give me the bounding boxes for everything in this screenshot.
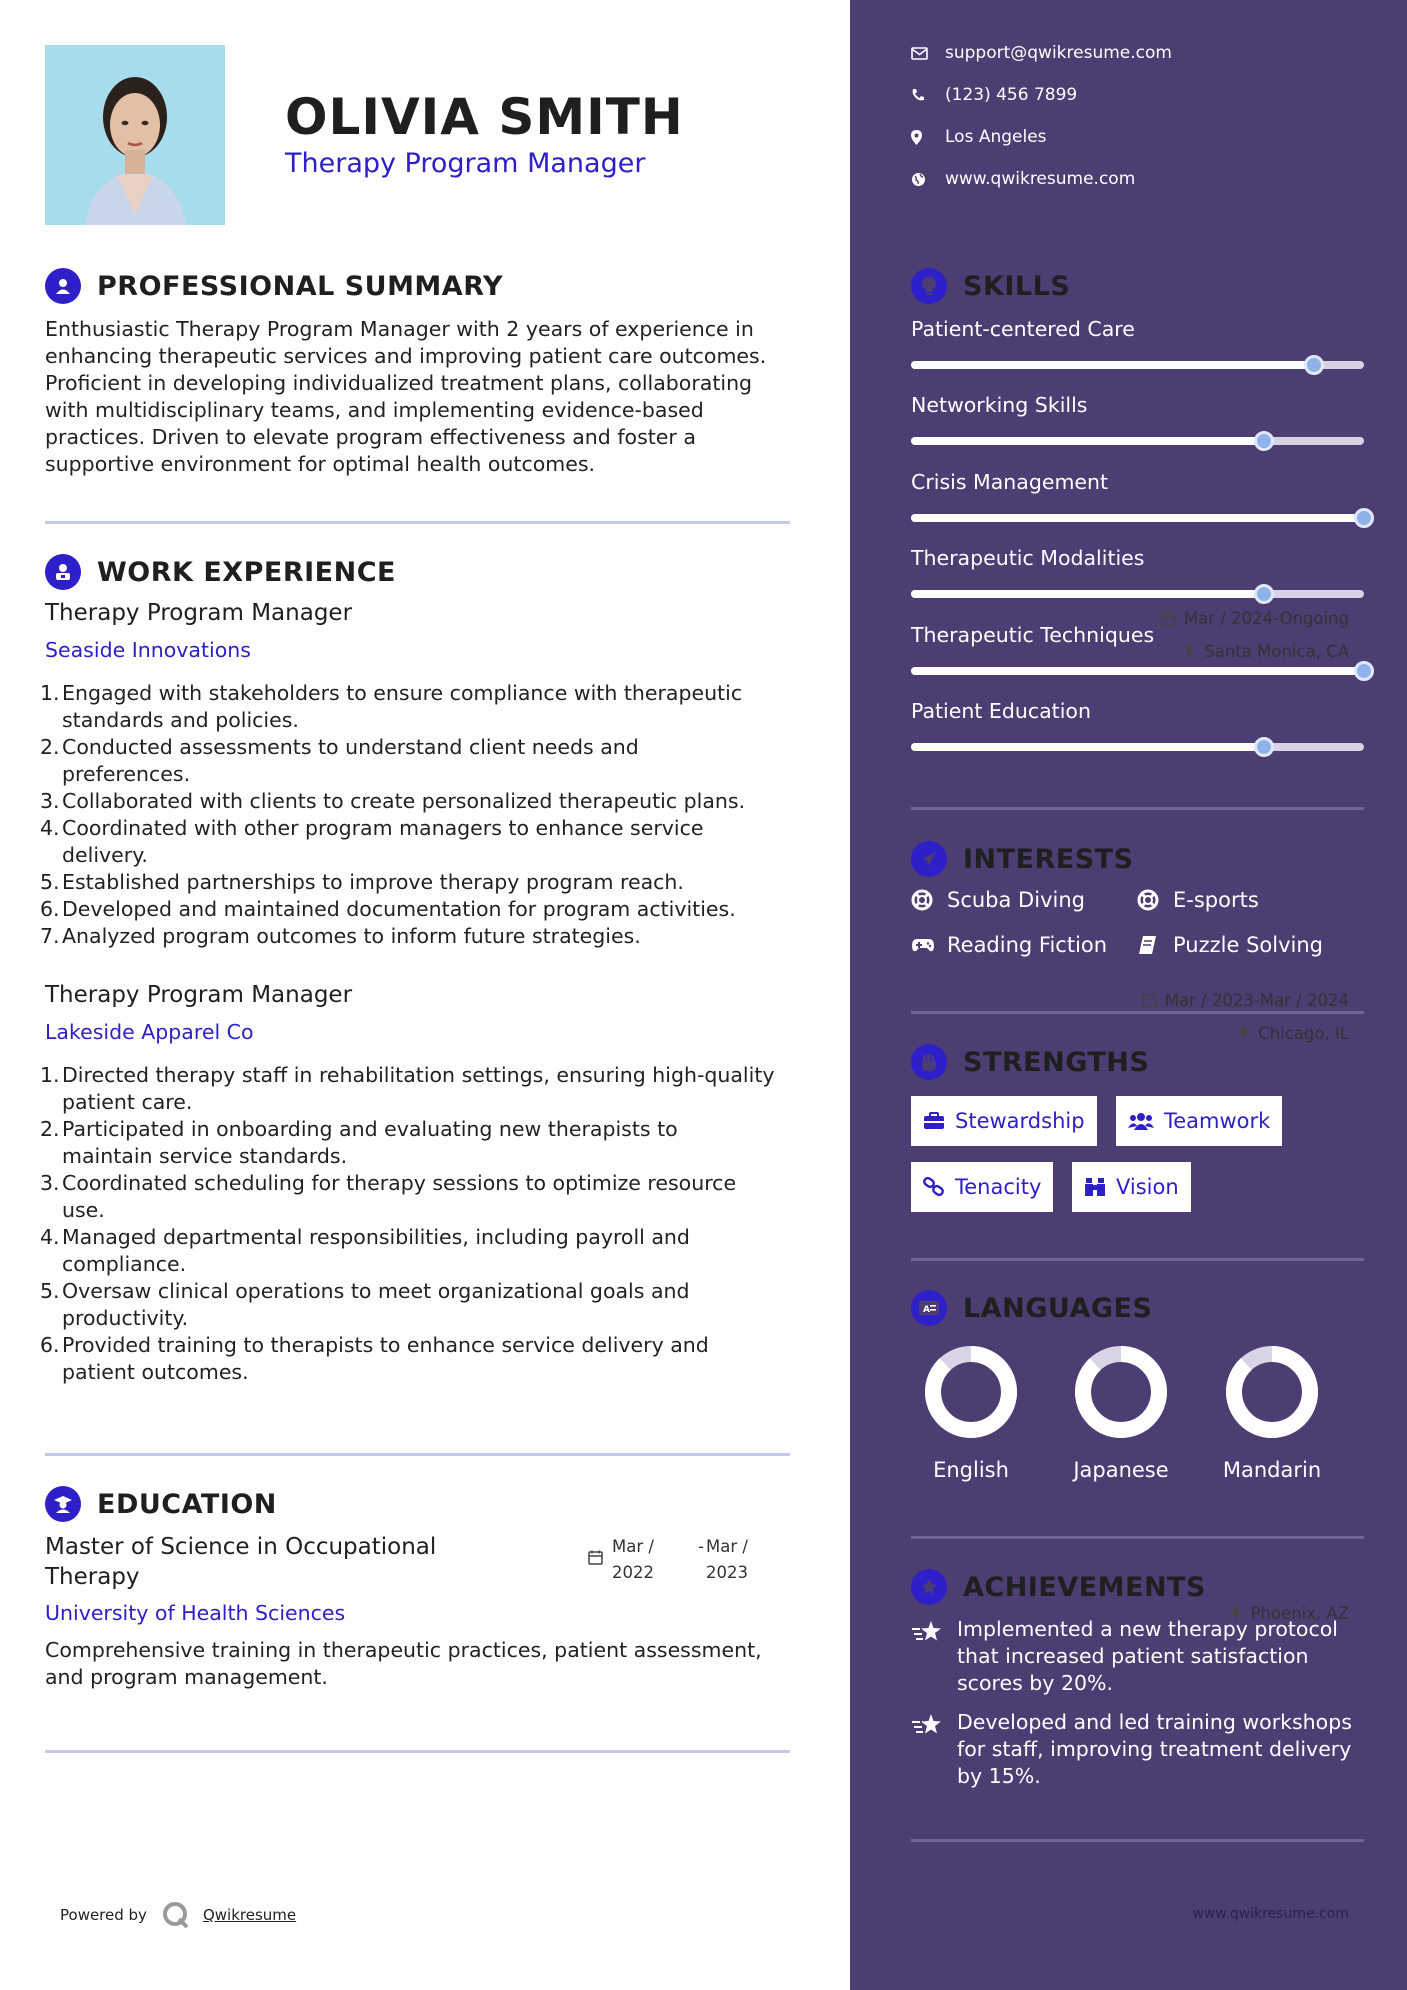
job-location-text: Santa Monica, CA: [1204, 642, 1349, 661]
strength-label: Vision: [1116, 1175, 1179, 1199]
language-ring: [1073, 1344, 1169, 1440]
job-date: [1161, 609, 1349, 628]
company-name: Lakeside Apparel Co: [45, 1020, 254, 1044]
phone-icon: [911, 88, 925, 102]
list-item: 5. Oversaw clinical operations to meet organizational goals and productivity.: [40, 1279, 690, 1330]
skill-label: Networking Skills: [911, 393, 1088, 418]
skill-bar-fill: [911, 437, 1264, 445]
qwikresume-logo-icon: [161, 1900, 191, 1930]
lifebuoy-icon: [1137, 889, 1159, 911]
summary-line: with multidisciplinary teams, and implementing evidence-based: [45, 398, 704, 422]
summary-title: PROFESSIONAL SUMMARY: [97, 270, 504, 302]
section-divider: [911, 807, 1364, 810]
gamepad-icon: [911, 937, 935, 953]
contact-website: [911, 169, 1135, 189]
skill-label: Therapeutic Modalities: [911, 546, 1145, 571]
achievement-item: Implemented a new therapy protocol that increased patient satisfaction scores by 20%.: [911, 1616, 1371, 1697]
users-icon: [1128, 1112, 1154, 1130]
job-date-text: Mar / 2023-Mar / 2024: [1164, 991, 1349, 1010]
pin-icon: [1183, 644, 1196, 659]
contact-website-text[interactable]: www.qwikresume.com: [945, 169, 1136, 189]
summary-heading: [45, 268, 503, 304]
list-item: 2. Participated in onboarding and evaluating new therapists to maintain service standards.: [40, 1117, 678, 1168]
skill-bar: [911, 514, 1364, 522]
map-pin-icon: [911, 130, 922, 145]
contact-phone-text: (123) 456 7899: [945, 85, 1078, 105]
interests-heading: [911, 841, 1134, 877]
job-duties: [40, 680, 800, 950]
strength-label: Tenacity: [955, 1175, 1042, 1199]
list-item: 4. Managed departmental responsibilities, including payroll and compliance.: [40, 1225, 690, 1276]
globe-icon: [911, 172, 926, 187]
skill-bar: [911, 361, 1364, 369]
skill-bar-fill: [911, 667, 1364, 675]
link-icon: [923, 1177, 945, 1197]
skill-label: Therapeutic Techniques: [911, 622, 1155, 647]
skill-bar: [911, 590, 1364, 598]
summary-line: Enthusiastic Therapy Program Manager with 2 years of experience in: [45, 317, 754, 341]
interest-item: [1137, 888, 1259, 912]
language-ring-fill: [1083, 1354, 1159, 1430]
education-date-sep: -: [698, 1537, 704, 1556]
skill-bar-fill: [911, 514, 1364, 522]
languages-title: LANGUAGES: [963, 1292, 1153, 1324]
achievements-title: ACHIEVEMENTS: [963, 1571, 1206, 1603]
skill-bar: [911, 437, 1364, 445]
interest-label: Puzzle Solving: [1173, 933, 1323, 957]
summary-line: supportive environment for optimal health outcomes.: [45, 452, 596, 476]
strength-chip: [911, 1162, 1053, 1212]
calendar-icon: [588, 1550, 603, 1565]
skill-label: Crisis Management: [911, 469, 1109, 494]
education-start: Mar / 2022: [612, 1537, 654, 1582]
achievement-item: Developed and led training workshops for staff, improving treatment delivery by 15%.: [911, 1709, 1371, 1790]
fist-icon: [911, 1044, 947, 1080]
job-title: Therapy Program Manager: [45, 600, 353, 626]
summary-line: practices. Driven to elevate program effectiveness and foster a: [45, 425, 696, 449]
contact-location: [911, 127, 1047, 147]
strength-label: Stewardship: [955, 1109, 1085, 1133]
contact-email: [911, 43, 1172, 63]
language-ring: [923, 1344, 1019, 1440]
education-title: EDUCATION: [97, 1488, 277, 1520]
achievements-heading: [911, 1569, 1206, 1605]
contact-email-text[interactable]: support@qwikresume.com: [945, 43, 1172, 63]
strengths-title: STRENGTHS: [963, 1046, 1150, 1078]
skill-bar: [911, 667, 1364, 675]
job-location: [1237, 1024, 1349, 1043]
interest-label: Scuba Diving: [947, 888, 1085, 912]
language-label: Mandarin: [1222, 1458, 1322, 1482]
list-item: 2. Conducted assessments to understand client needs and preferences.: [40, 735, 639, 786]
degree-title: Master of Science in Occupational Therapy: [45, 1534, 437, 1590]
section-divider: [45, 1453, 790, 1456]
list-item: 3. Collaborated with clients to create personalized therapeutic plans.: [40, 789, 746, 813]
language-icon: [911, 1290, 947, 1326]
graduate-icon: [45, 1486, 81, 1522]
language-item: [896, 1344, 1046, 1482]
paper-plane-icon: [911, 841, 947, 877]
shooting-star-icon: [911, 1713, 943, 1737]
lifebuoy-icon: [911, 889, 933, 911]
skill-label: Patient Education: [911, 699, 1091, 723]
job-location-text: Chicago, IL: [1258, 1024, 1349, 1043]
summary-text: [45, 316, 795, 478]
section-divider: [911, 1258, 1364, 1261]
skill-label: Patient-centered Care: [911, 317, 1135, 341]
calendar-icon: [1161, 611, 1176, 626]
contact-phone: [911, 85, 1077, 105]
education-end: Mar / 2023: [705, 1537, 748, 1582]
skills-title: SKILLS: [963, 270, 1071, 302]
language-ring: [1224, 1344, 1320, 1440]
job-title: Therapy Program Manager: [45, 982, 353, 1008]
job-date: [1142, 991, 1349, 1010]
list-item: 6. Provided training to therapists to enhance service delivery and patient outcomes.: [40, 1333, 709, 1384]
education-description: Comprehensive training in therapeutic practices, patient assessment, and program management.: [45, 1638, 762, 1689]
list-item: 7. Analyzed program outcomes to inform future strategies.: [40, 924, 641, 948]
languages-heading: [911, 1290, 1152, 1326]
section-divider: [911, 1011, 1364, 1014]
language-item: [1197, 1344, 1347, 1482]
company-name: Seaside Innovations: [45, 638, 251, 662]
footer-url[interactable]: www.qwikresume.com: [1192, 1906, 1349, 1922]
job-location: [1183, 642, 1349, 661]
interests-title: INTERESTS: [963, 843, 1134, 875]
education-location-text: Phoenix, AZ: [1250, 1604, 1349, 1623]
interest-item: [911, 888, 1085, 912]
binoculars-icon: [1084, 1177, 1106, 1197]
work-title: WORK EXPERIENCE: [97, 556, 396, 588]
school-name: University of Health Sciences: [45, 1601, 346, 1625]
language-label: English: [933, 1458, 1009, 1482]
briefcase-user-icon: [45, 554, 81, 590]
list-item: 3. Coordinated scheduling for therapy sessions to optimize resource use.: [40, 1171, 737, 1222]
briefcase-icon: [923, 1112, 945, 1130]
calendar-icon: [1142, 993, 1157, 1008]
strength-label: Teamwork: [1164, 1109, 1271, 1133]
list-item: 1. Directed therapy staff in rehabilitation settings, ensuring high-quality patient care.: [40, 1063, 775, 1114]
skill-bar: [911, 743, 1364, 751]
powered-by-text: Powered by: [60, 1906, 147, 1924]
book-icon: [1137, 935, 1157, 955]
interest-label: E-sports: [1173, 888, 1259, 912]
qwikresume-link[interactable]: Qwikresume: [202, 1906, 297, 1924]
language-ring-fill: [1234, 1354, 1310, 1430]
job-duties: [40, 1062, 800, 1386]
summary-line: Proficient in developing individualized treatment plans, collaborating: [45, 371, 753, 395]
envelope-icon: [911, 47, 928, 60]
work-heading: [45, 554, 396, 590]
star-badge-icon: [911, 1569, 947, 1605]
strengths-heading: [911, 1044, 1149, 1080]
candidate-name: OLIVIA SMITH: [285, 88, 684, 146]
section-divider: [911, 1536, 1364, 1539]
interest-item: [911, 933, 1107, 957]
strength-chip: [1072, 1162, 1191, 1212]
section-divider: [45, 521, 790, 524]
svg-text:A: A: [923, 1305, 930, 1315]
powered-by: [60, 1900, 296, 1930]
list-item: 4. Coordinated with other program managers to enhance service delivery.: [40, 816, 704, 867]
education-dates: [588, 1534, 748, 1586]
pin-icon: [1237, 1026, 1250, 1041]
education-heading: [45, 1486, 277, 1522]
summary-line: enhancing therapeutic services and improving patient care outcomes.: [45, 344, 767, 368]
section-divider: [45, 1750, 790, 1753]
language-label: Japanese: [1073, 1458, 1169, 1482]
strength-chip: [911, 1096, 1097, 1146]
contact-location-text: Los Angeles: [945, 127, 1047, 147]
shooting-star-icon: [911, 1620, 943, 1644]
candidate-role: Therapy Program Manager: [285, 148, 646, 179]
language-item: [1046, 1344, 1196, 1482]
strength-chip: [1116, 1096, 1282, 1146]
interest-label: Reading Fiction: [947, 933, 1108, 957]
skill-bar-fill: [911, 590, 1264, 598]
user-icon: [45, 268, 81, 304]
interest-item: [1137, 933, 1323, 957]
skill-slider-knob: [1354, 661, 1374, 681]
skill-bar-fill: [911, 361, 1314, 369]
language-ring-fill: [933, 1354, 1009, 1430]
skill-bar-fill: [911, 743, 1264, 751]
profile-photo: [45, 45, 225, 225]
skills-heading: [911, 268, 1070, 304]
list-item: 5. Established partnerships to improve therapy program reach.: [40, 870, 684, 894]
list-item: 6. Developed and maintained documentation for program activities.: [40, 897, 736, 921]
section-divider: [911, 1839, 1364, 1842]
skill-slider-knob: [1354, 508, 1374, 528]
job-date-text: Mar / 2024-Ongoing: [1183, 609, 1349, 628]
list-item: 1. Engaged with stakeholders to ensure compliance with therapeutic standards and policies.: [40, 681, 743, 732]
lightbulb-icon: [911, 268, 947, 304]
